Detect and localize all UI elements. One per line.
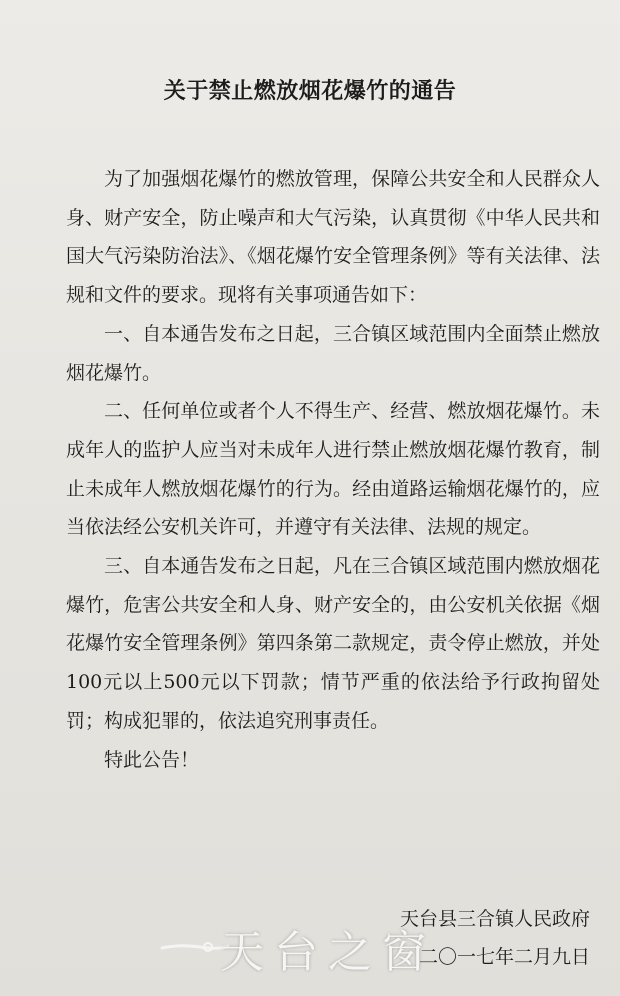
issuer-name: 天台县三合镇人民政府 [399,908,590,930]
paragraph-item-2: 二、任何单位或者个人不得生产、经营、燃放烟花爆竹。未成年人的监护人应当对未成年人进行禁止燃放烟花爆竹教育，制止未成年人燃放烟花爆竹的行为。经由道路运输烟花爆竹的，应当依法经公安机关许可，并遵守有关法律、法规的规定。 [66,400,600,539]
paragraph-item-1: 一、自本通告发布之日起，三合镇区域范围内全面禁止燃放烟花爆竹。 [66,322,600,384]
watermark-text: 天台之窗 [220,927,436,978]
paragraph-closing: 特此公告！ [104,748,200,771]
watermark [160,910,436,980]
paragraph-intro: 为了加强烟花爆竹的燃放管理，保障公共安全和人民群众人身、财产安全，防止噪声和大气污染，认真贯彻《中华人民共和国大气污染防治法》、《烟花爆竹安全管理条例》等有关法律、法规和文件的要求。现将有关事项通告如下： [66,168,600,307]
signature-block [400,900,590,976]
document-body [66,160,600,779]
document-title: 关于禁止燃放烟花爆竹的通告 [163,78,457,104]
paragraph-item-3: 三、自本通告发布之日起，凡在三合镇区域范围内燃放烟花爆竹，危害公共安全和人身、财产安全的，由公安机关依据《烟花爆竹安全管理条例》第四条第二款规定，责令停止燃放，并处100元以上500元以下罚款；情节严重的依法给予行政拘留处罚；构成犯罪的，依法追究刑事责任。 [66,555,600,732]
brush-stroke-icon [160,938,230,958]
issue-date: 二〇一七年二月九日 [418,946,590,968]
